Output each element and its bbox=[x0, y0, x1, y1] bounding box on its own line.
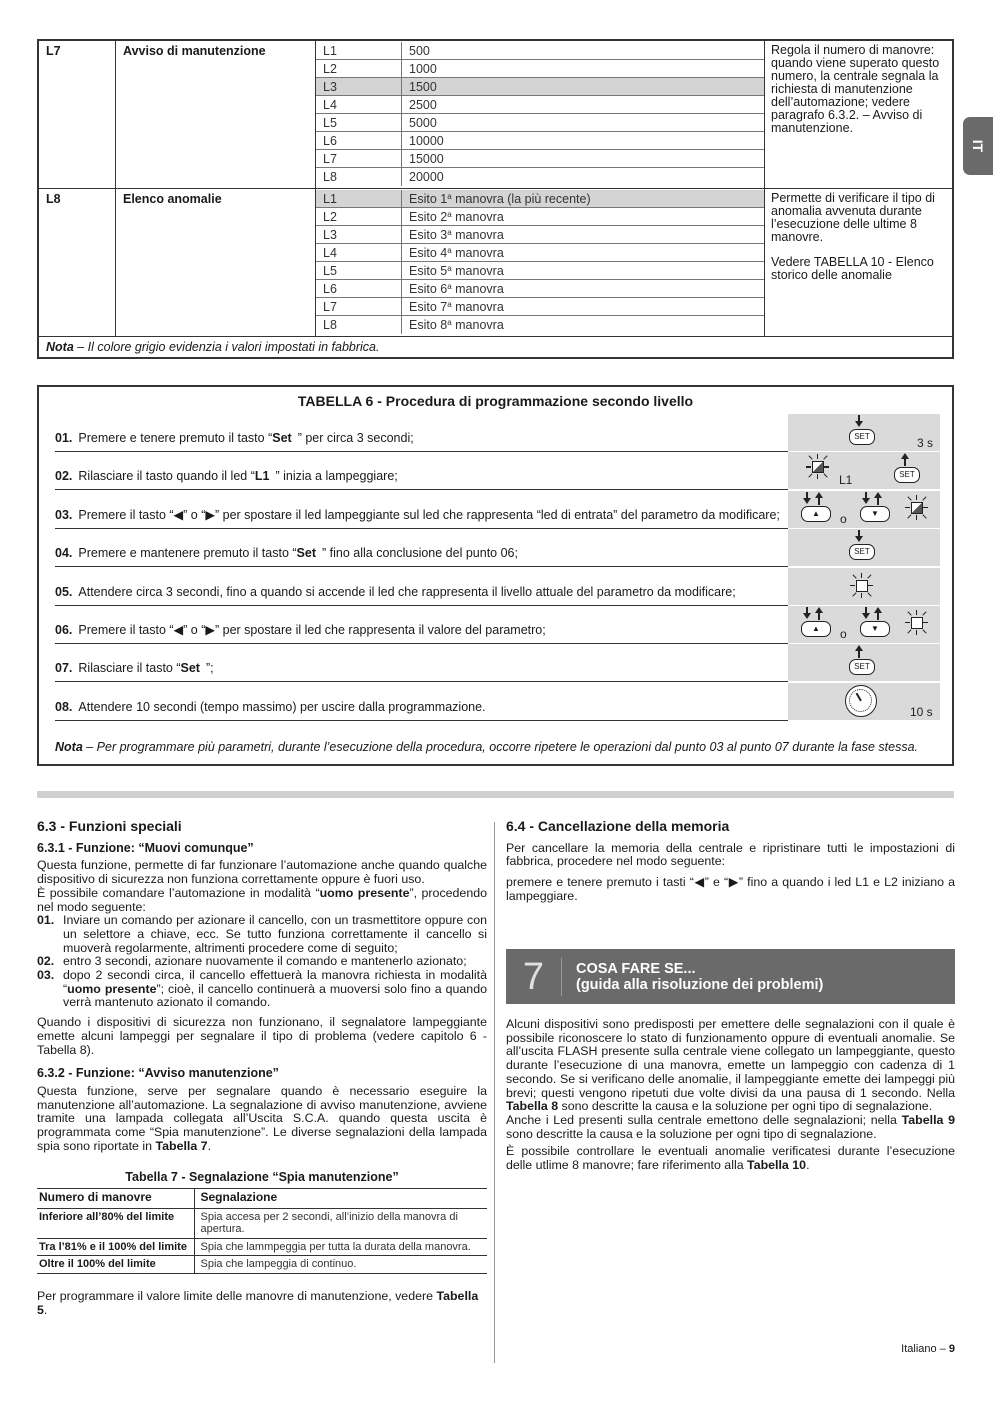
step-icon-led-release bbox=[788, 452, 940, 490]
level-row bbox=[316, 114, 764, 132]
step-icon-set-release bbox=[788, 644, 940, 682]
arrow-key-icon: ▲ bbox=[801, 506, 831, 522]
level-led: L3 bbox=[316, 226, 402, 243]
level-value: Esito 3$^a$ manovra bbox=[409, 228, 504, 242]
procedure-step bbox=[55, 606, 940, 644]
language-tab: IT bbox=[963, 117, 993, 175]
level-led: L1 bbox=[316, 42, 402, 59]
procedure-step bbox=[55, 568, 940, 606]
level-value: Esito 6$^a$ manovra bbox=[409, 282, 504, 296]
procedure-step bbox=[55, 452, 940, 490]
arrow-key-icon: ▼ bbox=[860, 621, 890, 637]
table-note: Nota – Il colore grigio evidenzia i valori impostati in fabbrica. bbox=[46, 340, 380, 354]
led-ray bbox=[861, 593, 862, 598]
step-icon-arrows-led bbox=[788, 606, 940, 644]
level-led: L6 bbox=[316, 132, 402, 149]
table-cell: Inferiore all’80% del limite bbox=[37, 1208, 194, 1238]
led-ray bbox=[905, 622, 910, 623]
arrow-stem bbox=[818, 498, 820, 505]
led-ray bbox=[823, 456, 827, 460]
parameter-row bbox=[39, 189, 952, 337]
level-led: L7 bbox=[316, 150, 402, 167]
level-row bbox=[316, 262, 764, 280]
heading-6-4: 6.4 - Cancellazione della memoria bbox=[506, 818, 730, 834]
procedure-step bbox=[55, 414, 940, 452]
led-ray bbox=[852, 574, 856, 578]
led-lit-icon bbox=[856, 580, 868, 592]
led-ray bbox=[868, 585, 873, 586]
level-value: Esito 2$^a$ manovra bbox=[409, 210, 504, 224]
table-7-title: Tabella 7 - Segnalazione “Spia manutenzione” bbox=[125, 1170, 399, 1185]
table-6-programming-procedure bbox=[37, 385, 954, 766]
led-ray bbox=[907, 496, 911, 500]
level-led: L6 bbox=[316, 280, 402, 297]
chapter-number: 7 bbox=[506, 958, 562, 996]
step-text: 04. Premere e mantenere premuto il tasto “Set ” fino alla conclusione del punto 06; bbox=[55, 529, 788, 567]
page-number: 9 bbox=[948, 1343, 955, 1355]
led-ray bbox=[850, 585, 855, 586]
table-cell: Spia accesa per 2 secondi, all’inizio della manovra di apertura. bbox=[194, 1208, 487, 1238]
paragraph: È possibile controllare le eventuali anomalie verificatesi durante l’esecuzione delle utlime 8 manovre; fare riferimento alla Tabella 10. bbox=[506, 1144, 955, 1173]
left-column bbox=[37, 820, 487, 1324]
procedure-list bbox=[37, 914, 487, 1010]
set-key-icon: SET bbox=[894, 467, 920, 483]
table-row bbox=[37, 1256, 487, 1274]
led-ray bbox=[861, 573, 862, 578]
led-ray bbox=[905, 507, 910, 508]
level-value: 5000 bbox=[409, 116, 437, 130]
paragraph: Questa funzione, permette di far funzionare l’automazione anche quando qualche dispositivo di sicurezza non funziona correttamente oppure è fuori uso. bbox=[37, 858, 487, 887]
procedure-step bbox=[55, 529, 940, 567]
step-icon-set-press bbox=[788, 529, 940, 567]
led-ray bbox=[867, 574, 871, 578]
step-text: 03. Premere il tasto “◀” o “▶” per spostare il led lampeggiante sul led che rappresenta “led di entrata” del parametro da modificare; bbox=[55, 491, 788, 529]
led-ray bbox=[916, 610, 917, 615]
level-value: Esito 8$^a$ manovra bbox=[409, 318, 504, 332]
table-cell: Spia che lampeggia di continuo. bbox=[194, 1256, 487, 1274]
parameter-name: Avviso di manutenzione bbox=[115, 41, 315, 188]
level-value: 10000 bbox=[409, 134, 444, 148]
led-ray bbox=[916, 495, 917, 500]
paragraph: Per programmare il valore limite delle manovre di manutenzione, vedere Tabella 5. bbox=[37, 1288, 479, 1317]
step-icon-clock bbox=[788, 683, 940, 721]
or-label: o bbox=[840, 627, 847, 641]
level-row bbox=[316, 78, 764, 96]
table-7 bbox=[37, 1188, 487, 1274]
level-row bbox=[316, 244, 764, 262]
led-ray bbox=[916, 630, 917, 635]
level-value: 20000 bbox=[409, 170, 444, 184]
led-ray bbox=[817, 474, 818, 479]
level-row bbox=[316, 42, 764, 60]
step-text: 07. Rilasciare il tasto “Set ”; bbox=[55, 644, 788, 682]
led-ray bbox=[808, 474, 812, 478]
parameter-levels bbox=[315, 41, 764, 188]
paragraph: È possibile comandare l’automazione in modalità “uomo presente”, procedendo nel modo seguente: bbox=[37, 885, 487, 914]
step-text: 05. Attendere circa 3 secondi, fino a quando si accende il led che rappresenta il livello attuale del parametro da modificare; bbox=[55, 568, 788, 606]
level-value: Esito 4$^a$ manovra bbox=[409, 246, 504, 260]
paragraph: Questa funzione, serve per segnalare quando è necessario eseguire la manutenzione all’automazione. La segnalazione di avviso manutenzione, avviene tramite una lampada collegata all’Uscita S.C.A. quando questa uscita è programmata come “Spia manutenzione”. Le diverse segnalazioni della lampada spia sono riportate in Tabella 7. bbox=[37, 1083, 487, 1153]
arrow-stem bbox=[858, 651, 860, 658]
table-6-title: TABELLA 6 - Procedura di programmazione secondo livello bbox=[297, 393, 694, 409]
level-value: 15000 bbox=[409, 152, 444, 166]
level-value: 1500 bbox=[409, 80, 437, 94]
parameter-code: L7 bbox=[46, 44, 61, 58]
level-value: 1000 bbox=[409, 62, 437, 76]
led-lit-icon bbox=[911, 617, 923, 629]
paragraph: Alcuni dispositivi sono predisposti per emettere delle segnalazioni con il quale è possibile riconoscere lo stato di funzionamento oppure di eventuali anomalie. Se all’uscita FLASH presente sulla centrale viene collegato un lampeggiante, questo durante l’esecuzione di una manovra, emette un lampeggio con cadenza di 1 secondo. Se si verificano delle anomalie, il lampeggiante emette dei lampeggi più brevi; questi vengono ripetuti due volte divisi da una pausa di 1 secondo. Nella Tabella 8 sono descritte la causa e la soluzione per ogni tipo di segnalazione. bbox=[506, 1017, 955, 1114]
step-text: 06. Premere il tasto “◀” o “▶” per spostare il led che rappresenta il valore del parametro; bbox=[55, 606, 788, 644]
level-value: Esito 7$^a$ manovra bbox=[409, 300, 504, 314]
led-ray bbox=[817, 454, 818, 459]
level-value: Esito 1$^a$ manovra (la più recente) bbox=[409, 192, 591, 206]
step-icon-led-on bbox=[788, 568, 940, 606]
set-key-icon: SET bbox=[849, 659, 875, 675]
led-ray bbox=[852, 592, 856, 596]
down-arrow-icon bbox=[862, 613, 870, 619]
column-divider bbox=[494, 822, 495, 1363]
level-value: 2500 bbox=[409, 98, 437, 112]
table-row bbox=[37, 1238, 487, 1256]
section-divider bbox=[37, 791, 954, 798]
down-arrow-icon bbox=[803, 613, 811, 619]
heading-6-3: 6.3 - Funzioni speciali bbox=[37, 818, 182, 834]
led-label: L1 bbox=[839, 473, 853, 488]
led-lit-icon bbox=[911, 502, 923, 514]
list-item: 01. Inviare un comando per azionare il cancello, con un trasmettitore oppure con un selettore a chiave, ecc. Se tutto funziona correttamente il cancello si muoverà regolarmente, altrimenti procedere come di seguito; bbox=[37, 913, 487, 955]
procedure-step bbox=[55, 644, 940, 682]
page-footer: Italiano – 9 bbox=[901, 1343, 955, 1355]
parameter-code: L8 bbox=[46, 192, 61, 206]
clock-icon bbox=[845, 685, 877, 717]
level-row bbox=[316, 60, 764, 78]
level-led: L2 bbox=[316, 60, 402, 77]
parameter-row bbox=[39, 41, 952, 189]
parameter-description bbox=[764, 189, 952, 336]
procedure-step bbox=[55, 491, 940, 529]
arrow-stem bbox=[877, 613, 879, 620]
level-row bbox=[316, 168, 764, 186]
set-key-icon: SET bbox=[849, 544, 875, 560]
level-row bbox=[316, 280, 764, 298]
set-key-icon: SET bbox=[849, 429, 875, 445]
led-ray bbox=[824, 466, 829, 467]
chapter-title: COSA FARE SE... (guida alla risoluzione dei problemi) bbox=[576, 960, 824, 993]
arrow-stem bbox=[877, 498, 879, 505]
description-text: Vedere TABELLA 10 - Elenco storico delle anomalie bbox=[771, 255, 934, 282]
table-7-header: Numero di manovre bbox=[37, 1189, 194, 1209]
level-led: L4 bbox=[316, 96, 402, 113]
description-text: Regola il numero di manovre: quando viene superato questo numero, la centrale segnala la richiesta di manutenzione dell’automazione; vedere paragrafo 6.3.2. – Avviso di manutenzione. bbox=[771, 43, 940, 135]
level-row bbox=[316, 226, 764, 244]
level-row bbox=[316, 208, 764, 226]
level-row bbox=[316, 132, 764, 150]
table-cell: Oltre il 100% del limite bbox=[37, 1256, 194, 1274]
level-value: 500 bbox=[409, 44, 430, 58]
duration-label: 10 s bbox=[910, 704, 933, 719]
level-row bbox=[316, 316, 764, 334]
list-item: 02. entro 3 secondi, azionare nuovamente il comando e mantenerlo azionato; bbox=[37, 954, 467, 969]
level-led: L5 bbox=[316, 262, 402, 279]
description-text: Permette di verificare il tipo di anomalia avvenuta durante l’esecuzione delle ultime 8 manovre. bbox=[771, 191, 935, 244]
parameter-description bbox=[764, 41, 952, 188]
chapter-7-text bbox=[506, 1018, 955, 1177]
led-ray bbox=[922, 611, 926, 615]
step-text: 02. Rilasciare il tasto quando il led “L1 ” inizia a lampeggiare; bbox=[55, 452, 788, 490]
down-arrow-icon bbox=[862, 498, 870, 504]
heading-6-3-1: 6.3.1 - Funzione: “Muovi comunque” bbox=[37, 840, 254, 855]
level-led: L1 bbox=[316, 190, 402, 207]
level-led: L7 bbox=[316, 298, 402, 315]
paragraph: Anche i Led presenti sulla centrale emettono delle segnalazioni; nella Tabella 9 sono descritte la causa e la soluzione per ogni tipo di segnalazione. bbox=[506, 1112, 955, 1141]
led-ray bbox=[923, 507, 928, 508]
arrow-key-icon: ▲ bbox=[801, 621, 831, 637]
level-led: L2 bbox=[316, 208, 402, 225]
table-row bbox=[37, 1208, 487, 1238]
level-value: Esito 5$^a$ manovra bbox=[409, 264, 504, 278]
led-ray bbox=[922, 629, 926, 633]
step-icon-set-press bbox=[788, 414, 940, 452]
led-ray bbox=[907, 611, 911, 615]
paragraph: Per cancellare la memoria della centrale e ripristinare tutti le impostazioni di fabbrica, procedere nel modo seguente: bbox=[506, 840, 955, 869]
parameter-levels bbox=[315, 189, 764, 336]
table-7-header: Segnalazione bbox=[194, 1189, 487, 1209]
led-ray bbox=[916, 515, 917, 520]
level-led: L8 bbox=[316, 316, 402, 334]
down-arrow-icon bbox=[855, 421, 863, 427]
level-row bbox=[316, 298, 764, 316]
led-ray bbox=[907, 514, 911, 518]
table-cell: Spia che lammpeggia per tutta la durata della manovra. bbox=[194, 1238, 487, 1256]
table-cell: Tra l’81% e il 100% del limite bbox=[37, 1238, 194, 1256]
table-6-note: Nota – Per programmare più parametri, durante l’esecuzione della procedura, occorre ripetere le operazioni dal punto 03 al punto 07 durante la fase stessa. bbox=[55, 740, 918, 754]
arrow-key-icon: ▼ bbox=[860, 506, 890, 522]
led-ray bbox=[806, 466, 811, 467]
step-icon-arrows-led bbox=[788, 491, 940, 529]
level-led: L4 bbox=[316, 244, 402, 261]
level-row bbox=[316, 190, 764, 208]
level-row bbox=[316, 150, 764, 168]
list-item: 03. dopo 2 secondi circa, il cancello effettuerà la manovra richiesta in modalità “uomo presente”; cioè, il cancello continuerà a muoversi solo fino a quando verrà mantenuto azionato il comando. bbox=[37, 968, 487, 1010]
heading-6-3-2: 6.3.2 - Funzione: “Avviso manutenzione” bbox=[37, 1066, 279, 1081]
led-ray bbox=[907, 629, 911, 633]
parameter-name: Elenco anomalie bbox=[115, 189, 315, 336]
led-ray bbox=[823, 474, 827, 478]
led-ray bbox=[923, 622, 928, 623]
or-label: o bbox=[840, 511, 847, 526]
chapter-7-banner bbox=[506, 949, 955, 1004]
paragraph: Quando i dispositivi di sicurezza non funzionano, il segnalatore lampeggiante emette alcuni lampeggi per segnalare il tipo di problema (vedere capitolo 6 - Tabella 8). bbox=[37, 1015, 487, 1057]
level-led: L5 bbox=[316, 114, 402, 131]
step-text: 08. Attendere 10 secondi (tempo massimo) per uscire dalla programmazione. bbox=[55, 683, 788, 721]
right-column bbox=[506, 820, 955, 911]
level-led: L3 bbox=[316, 78, 402, 95]
duration-label: 3 s bbox=[917, 436, 934, 450]
led-ray bbox=[808, 456, 812, 460]
arrow-stem bbox=[904, 459, 906, 466]
paragraph: premere e tenere premuto i tasti “◀” e “▶” fino a quando i led L1 e L2 iniziano a lampeggiare. bbox=[506, 875, 955, 903]
led-lit-icon bbox=[812, 461, 824, 473]
level-led: L8 bbox=[316, 168, 402, 186]
parameter-table bbox=[37, 39, 954, 359]
step-text: 01. Premere e tenere premuto il tasto “Set ” per circa 3 secondi; bbox=[55, 414, 788, 452]
arrow-stem bbox=[818, 613, 820, 620]
led-ray bbox=[867, 592, 871, 596]
procedure-step bbox=[55, 683, 940, 721]
led-ray bbox=[922, 514, 926, 518]
down-arrow-icon bbox=[855, 536, 863, 542]
level-row bbox=[316, 96, 764, 114]
down-arrow-icon bbox=[803, 498, 811, 504]
led-ray bbox=[922, 496, 926, 500]
